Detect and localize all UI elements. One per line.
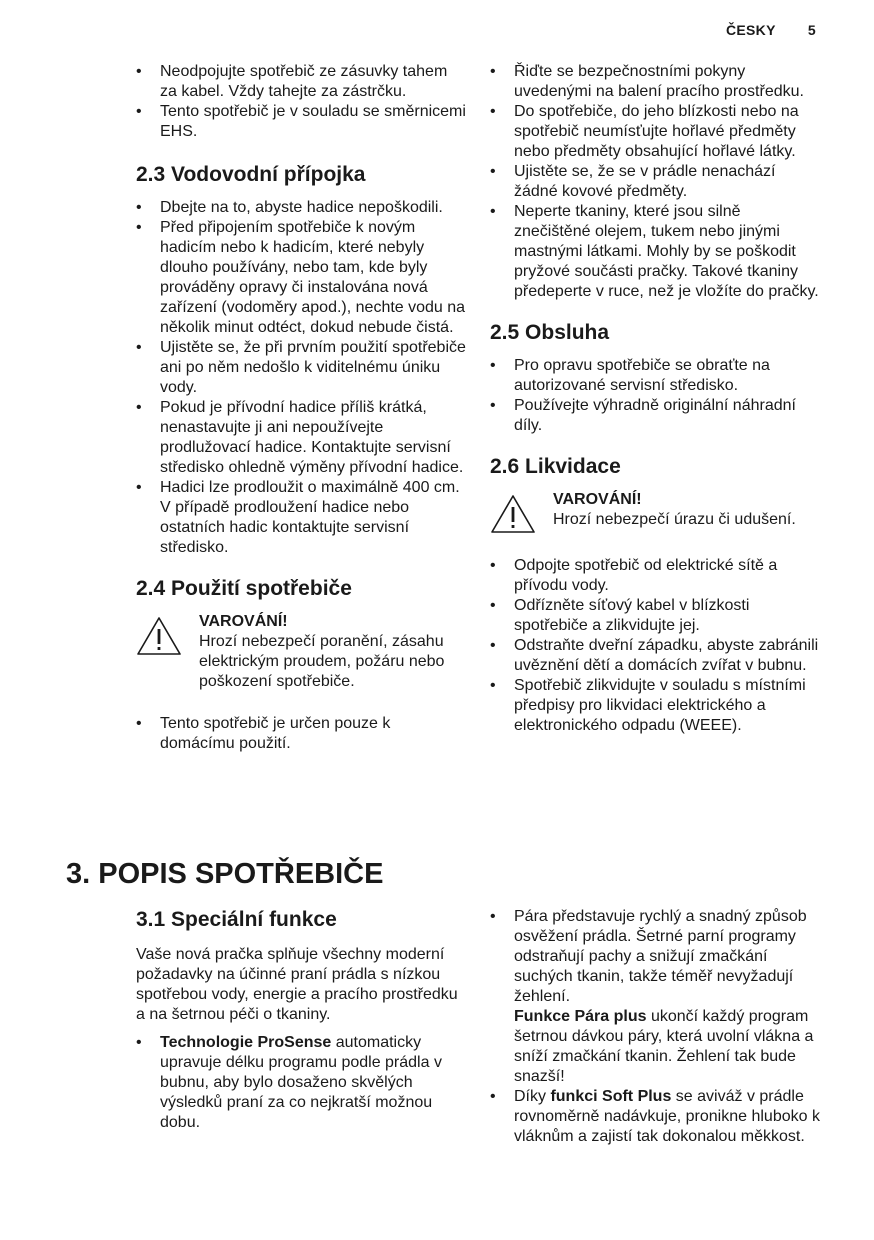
warning-triangle-icon [136,616,182,656]
page-header [726,22,816,38]
warning-text: Hrozí nebezpečí poranění, zásahu elektrickým proudem, požáru nebo poškození spotřebiče. [199,633,445,690]
list-item [490,1087,820,1147]
steam-text: Pára představuje rychlý a snadný způsob osvěžení prádla. Šetrné parní programy odstraňují pachy a snižují zmačkání suchých tkanin, takže téměř nevyžadují žehlení. [514,908,807,1005]
left-column-top [136,62,466,754]
steam-plus-label: Funkce Pára plus [514,1008,647,1025]
warning-box-use [136,612,466,692]
disposal-list [490,556,820,736]
list-item: • Řiďte se bezpečnostními pokyny uvedenými na balení pracího prostředku. [490,62,820,102]
intro-bullet-list-left [136,62,466,142]
list-item [136,1033,466,1133]
special-features-list-right [490,907,820,1147]
section-title-2-6: 2.6 Likvidace [490,455,621,478]
water-connection-list [136,198,466,558]
steam-plus-text: ukončí každý program šetrnou dávkou páry, která uvolní vlákna a sníží zmačkání tkanin. Žehlení tak bude snazší! [514,1008,814,1085]
section-title-3-1: 3.1 Speciální funkce [136,908,337,931]
right-column-bottom [490,907,820,1147]
softplus-text: se aviváž v prádle rovnoměrně nadávkuje, pronikne hluboko k vláknům a zajistí tak dokonalou měkkost. [514,1088,820,1145]
list-item [490,907,820,1087]
left-column-bottom [136,907,466,1133]
section-title-2-5: 2.5 Obsluha [490,321,610,344]
warning-title: VAROVÁNÍ! [199,613,288,630]
special-features-intro: Vaše nová pračka splňuje všechny moderní požadavky na účinné praní prádla s nízkou spotřebou vody, energie a pracího prostředku a na šetrnou péči o tkaniny. [136,946,458,1023]
warning-text: Hrozí nebezpečí úrazu či udušení. [553,511,796,528]
list-item: • Ujistěte se, že při prvním použití spotřebiče ani po něm nedošlo k viditelnému úniku vody. [136,338,466,398]
list-item: • Hadici lze prodloužit o maximálně 400 cm. V případě prodloužení hadice nebo ostatních hadic kontaktujte servisní středisko. [136,478,466,558]
list-item: • Neodpojujte spotřebič ze zásuvky tahem za kabel. Vždy tahejte za zástrčku. [136,62,466,102]
softplus-label: funkci Soft Plus [550,1088,672,1105]
list-item: • Pro opravu spotřebiče se obraťte na autorizované servisní středisko. [490,356,820,396]
operation-list [490,356,820,436]
list-item: • Pokud je přívodní hadice příliš krátká, nenastavujte ji ani nepoužívejte prodlužovací hadice. Kontaktujte servisní středisko ohledně výměny přívodní hadice. [136,398,466,478]
list-item: • Tento spotřebič je určen pouze k domácímu použití. [136,714,466,754]
header-language: ČESKY [725,22,776,38]
warning-box-disposal [490,490,820,534]
list-item: • Před připojením spotřebiče k novým hadicím nebo k hadicím, které nebyly dlouho používány, nebo tam, kde byly prováděny opravy či instalována nová zařízení (vodoměry apod.), nechte vodu na několik minut odtéct, dokud nebude čistá. [136,218,466,338]
list-item: • Odpojte spotřebič od elektrické sítě a přívodu vody. [490,556,820,596]
list-item: • Tento spotřebič je v souladu se směrnicemi EHS. [136,102,466,142]
warning-triangle-icon [490,494,536,534]
list-item: • Ujistěte se, že se v prádle nenachází žádné kovové předměty. [490,162,820,202]
softplus-prefix: Díky [514,1088,551,1105]
list-item: • Neperte tkaniny, které jsou silně znečištěné olejem, tukem nebo jinými mastnými látkami. Mohly by se poškodit pryžové součásti pračky. Takové tkaniny předeperte v ruce, než je vložíte do pračky. [490,202,820,302]
list-item: • Odřízněte síťový kabel v blízkosti spotřebiče a zlikvidujte jej. [490,596,820,636]
section-title-2-4: 2.4 Použití spotřebiče [136,577,352,600]
list-item: • Dbejte na to, abyste hadice nepoškodili. [136,198,466,218]
chapter-title: 3. POPIS SPOTŘEBIČE [66,858,384,890]
use-list [136,714,466,754]
prosense-text: automaticky upravuje délku programu podle prádla v bubnu, aby bylo dosaženo skvělých výsledků praní za co nejkratší možnou dobu. [160,1034,442,1131]
warning-title: VAROVÁNÍ! [553,491,642,508]
section-title-2-3: 2.3 Vodovodní přípojka [136,163,366,186]
list-item: • Spotřebič zlikvidujte v souladu s místními předpisy pro likvidaci elektrického a elektronického odpadu (WEEE). [490,676,820,736]
list-item: • Používejte výhradně originální náhradní díly. [490,396,820,436]
page-number: 5 [807,22,816,38]
special-features-list [136,1033,466,1133]
list-item: • Odstraňte dveřní západku, abyste zabránili uvěznění dětí a domácích zvířat v bubnu. [490,636,820,676]
intro-bullet-list-right [490,62,820,302]
list-item: • Do spotřebiče, do jeho blízkosti nebo na spotřebič neumísťujte hořlavé předměty nebo předměty obsahující hořlavé látky. [490,102,820,162]
prosense-label: Technologie ProSense [160,1034,332,1051]
right-column-top [490,62,820,736]
